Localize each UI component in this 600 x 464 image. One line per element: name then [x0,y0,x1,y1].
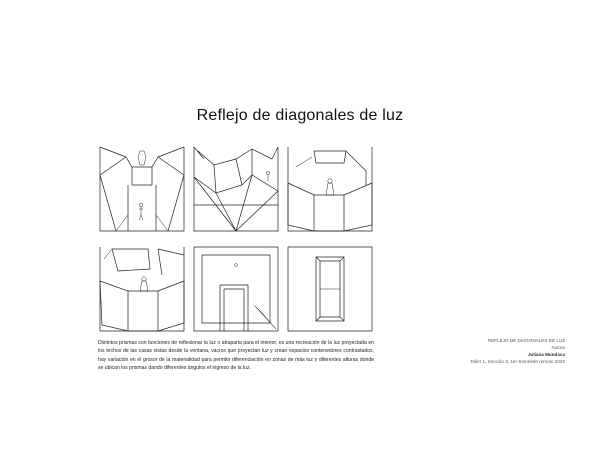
sketch-5 [192,245,280,333]
sketch-6 [286,245,374,333]
credits-author: Juliana Mundaca [527,352,565,357]
description-paragraph: Distintos prismas con funciones de reflexionar la luz o atraparla para el interior, es una recreación de la luz proyectada en los techos de las casas vistas desde la ventana, vacíos que proyectan luz y crean espacios contenedores contrastados, hay variación en el grosor de la materialidad para permitir diferenciación en zonas de más luz y diferentes alturas donde se ubican los prismas dando diferentes ángulos el ingreso de la luz. [98,340,374,371]
credits-project: REFLEJO DE DIAGONALES DE LUZ [487,338,565,343]
sketch-2 [192,145,280,233]
sketch-4 [98,245,186,333]
credits-course: Taller 1, Sección 3, 1er Semestre remoto 2020 [470,359,565,364]
sketch-1 [98,145,186,233]
credits-block [440,337,565,365]
page-title: Reflejo de diagonales de luz [196,107,404,124]
sketch-grid [98,145,374,335]
credits-role: Autora [551,345,565,350]
sketch-3 [286,145,374,233]
